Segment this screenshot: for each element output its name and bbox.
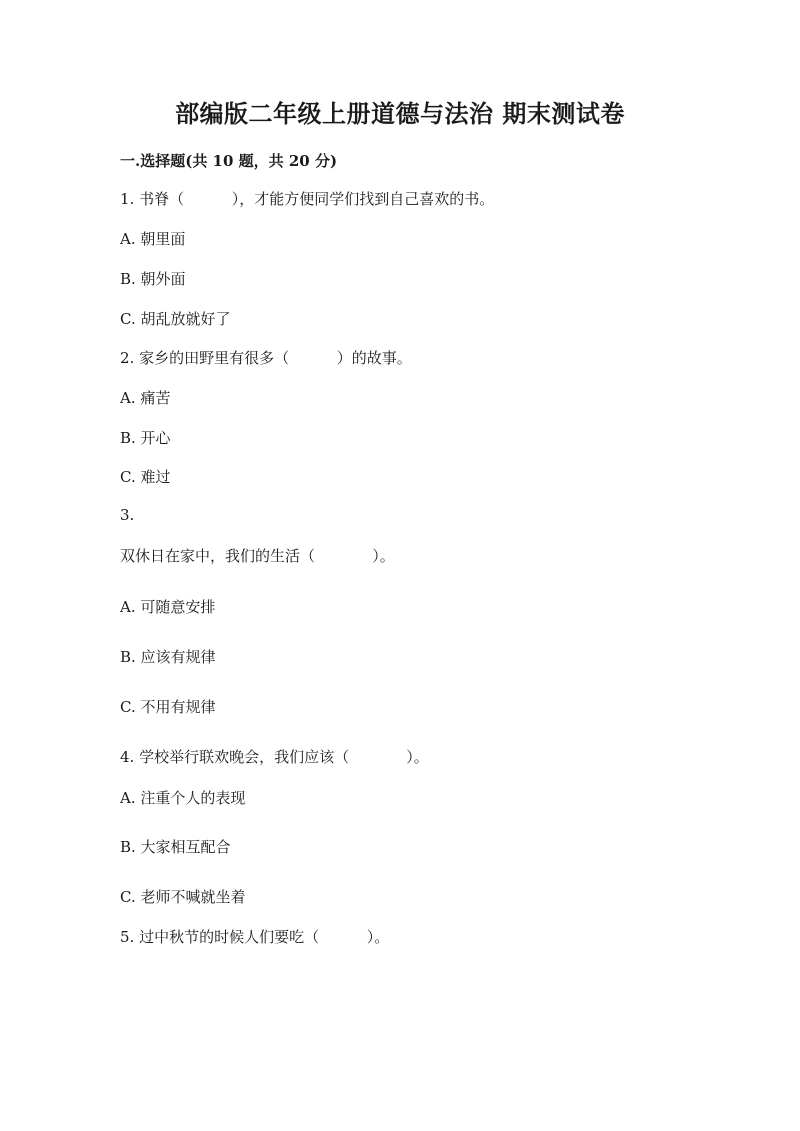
question-4-stem: 4. 学校举行联欢晚会，我们应该（ ）。 bbox=[120, 748, 429, 766]
question-2-option-c: C. 难过 bbox=[120, 468, 171, 486]
question-4-option-c: C. 老师不喊就坐着 bbox=[120, 888, 246, 906]
question-1-option-a: A. 朝里面 bbox=[120, 230, 186, 248]
section-heading: 一.选择题(共 10 题，共 20 分) bbox=[120, 152, 338, 170]
question-2-option-b: B. 开心 bbox=[120, 429, 171, 447]
question-3-number: 3. bbox=[120, 506, 135, 524]
question-2-stem: 2. 家乡的田野里有很多（ ）的故事。 bbox=[120, 349, 412, 367]
exam-title: 部编版二年级上册道德与法治 期末测试卷 bbox=[175, 99, 625, 128]
question-1-option-c: C. 胡乱放就好了 bbox=[120, 310, 231, 328]
question-2-option-a: A. 痛苦 bbox=[120, 389, 171, 407]
question-4-option-b: B. 大家相互配合 bbox=[120, 838, 231, 856]
question-3-option-a: A. 可随意安排 bbox=[120, 598, 216, 616]
question-3-option-c: C. 不用有规律 bbox=[120, 698, 216, 716]
question-1-stem: 1. 书脊（ ），才能方便同学们找到自己喜欢的书。 bbox=[120, 190, 495, 208]
question-5-stem: 5. 过中秋节的时候人们要吃（ ）。 bbox=[120, 928, 390, 946]
question-1-option-b: B. 朝外面 bbox=[120, 270, 186, 288]
question-3-option-b: B. 应该有规律 bbox=[120, 648, 216, 666]
question-3-stem: 双休日在家中，我们的生活（ ）。 bbox=[120, 547, 395, 565]
question-4-option-a: A. 注重个人的表现 bbox=[120, 789, 246, 807]
